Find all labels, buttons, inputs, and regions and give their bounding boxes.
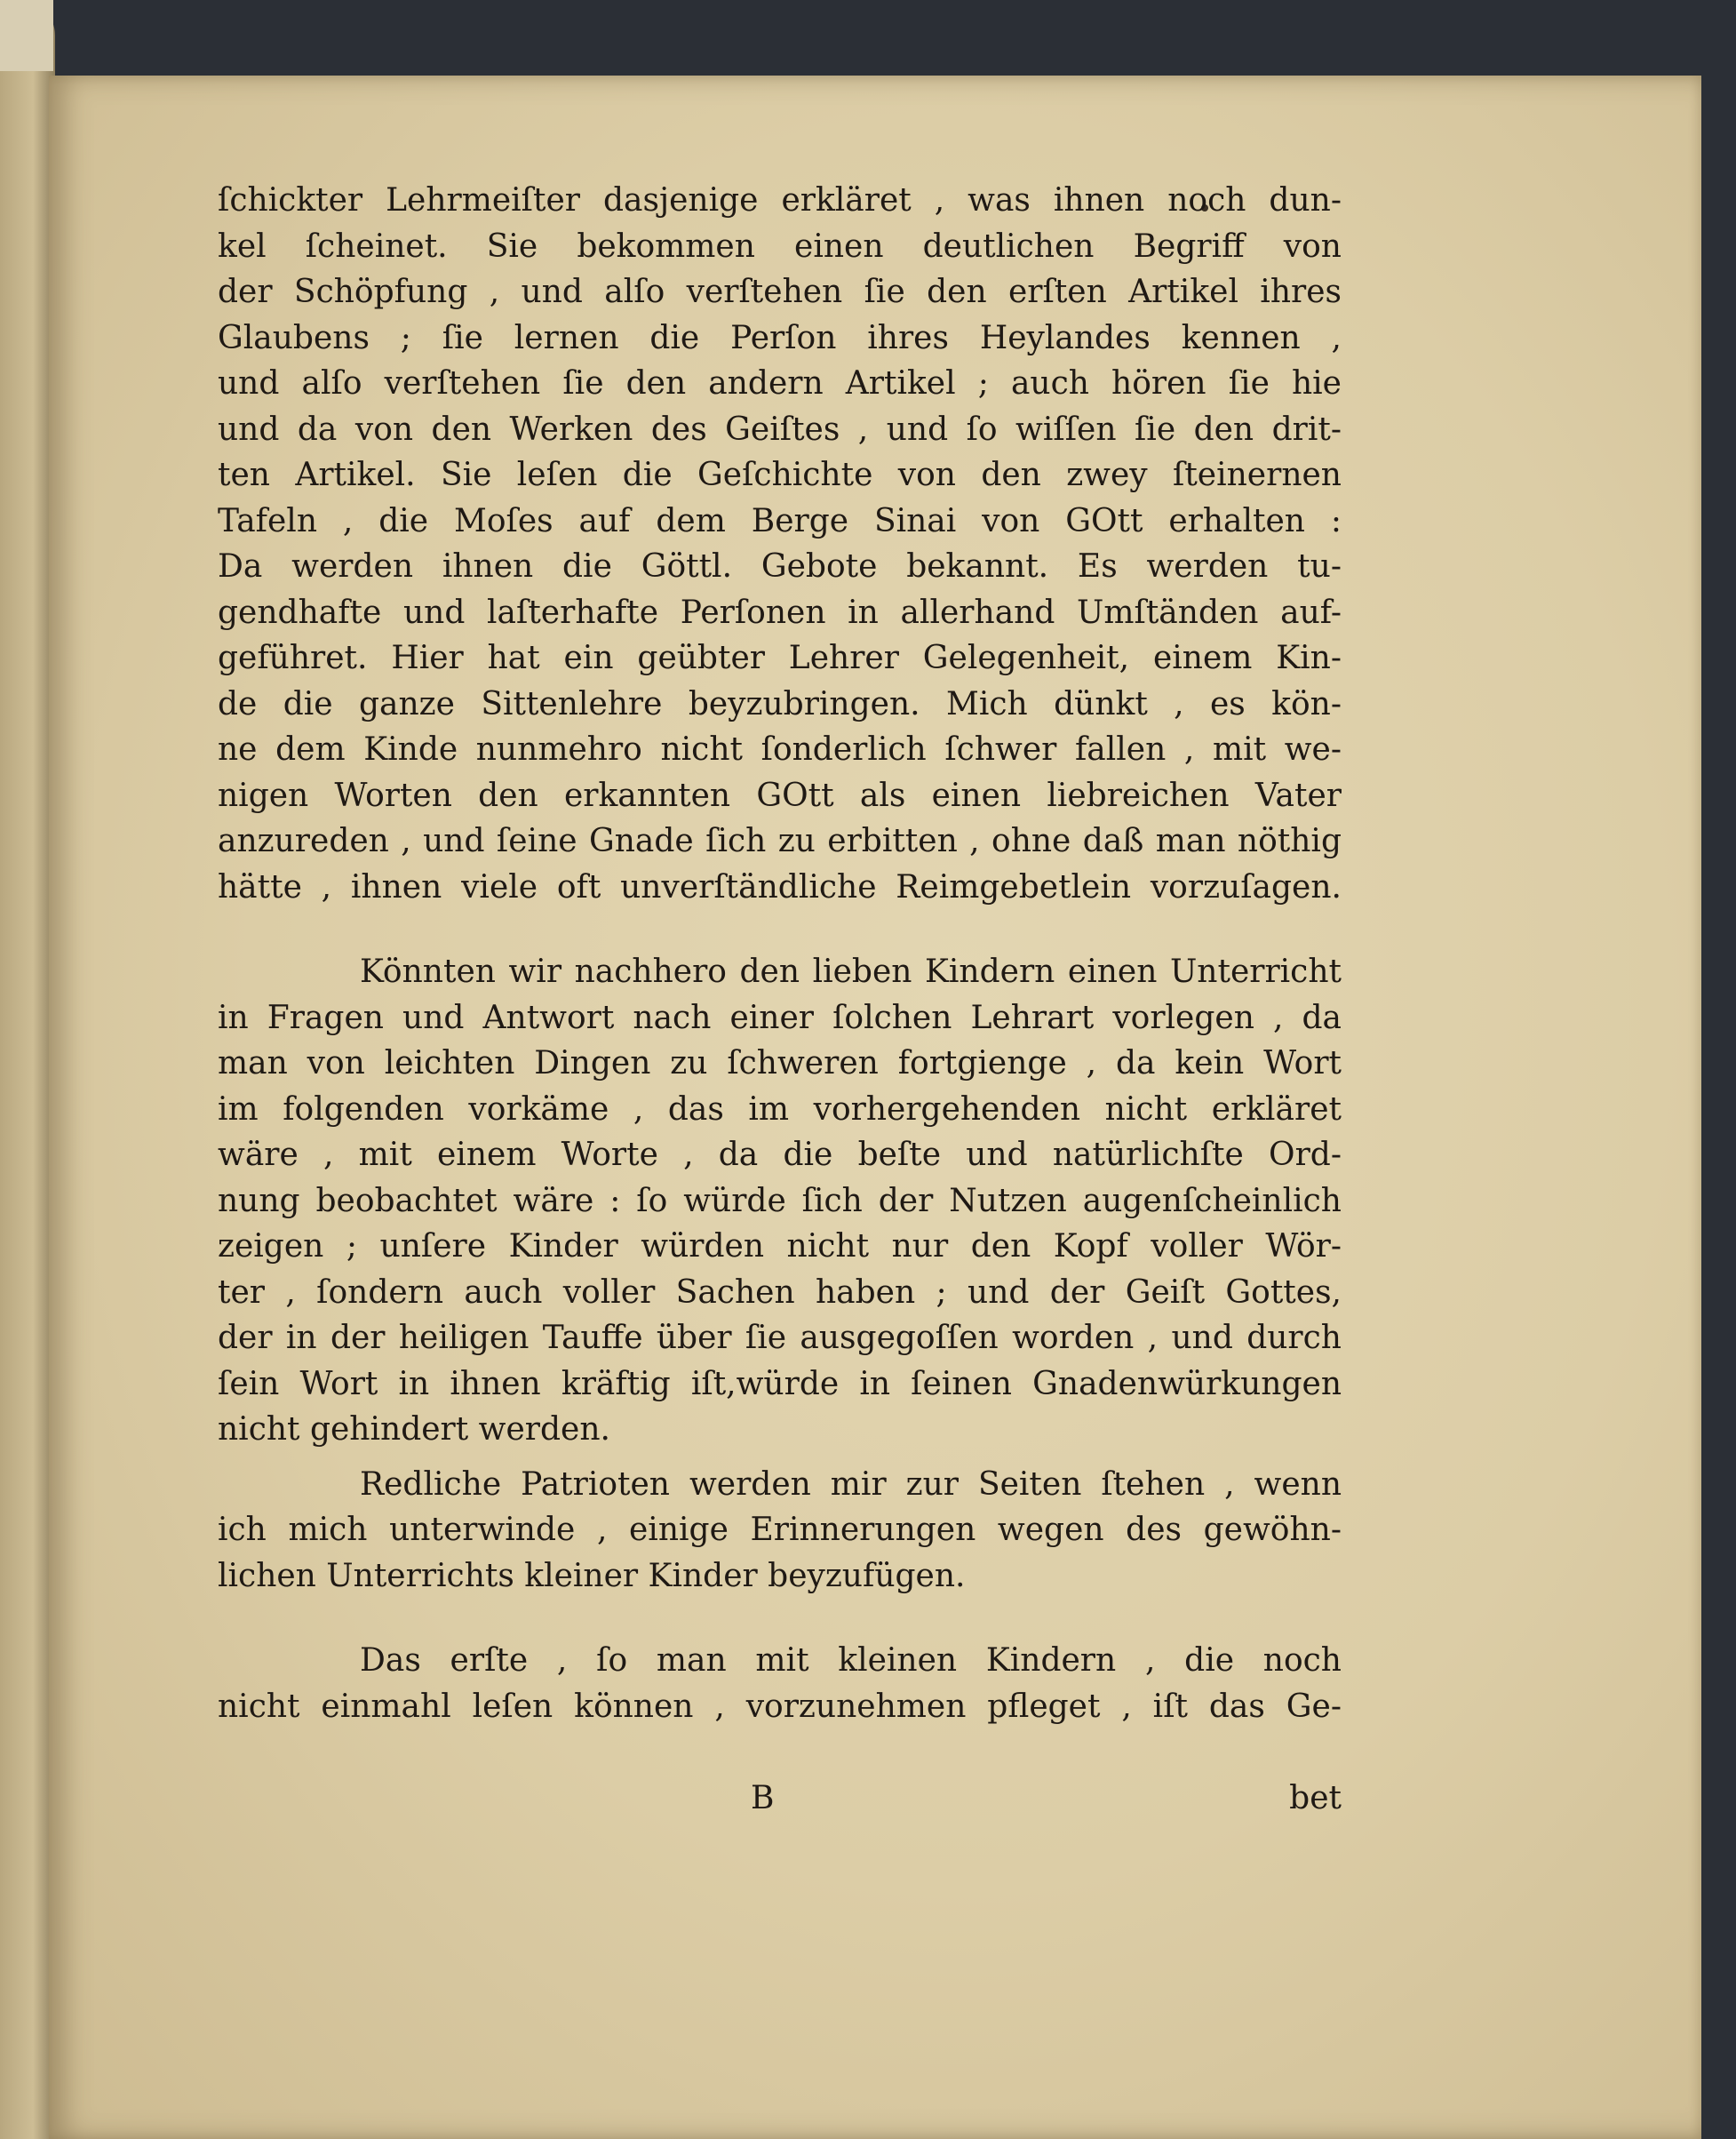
text-line: gendhafte und laſterhafte Perſonen in allerhand Umſtänden auf- [218, 594, 1342, 631]
text-line: nicht einmahl leſen können , vorzunehmen pfleget , iſt das Ge- [218, 1688, 1342, 1725]
text-line: der in der heiligen Tauffe über ſie ausgegoſſen worden , und durch [218, 1320, 1342, 1356]
text-line: und alſo verſtehen ſie den andern Artikel ; auch hören ſie hie [218, 365, 1342, 402]
paragraph-2 [218, 949, 1342, 1453]
text-line: de die ganze Sittenlehre beyzubringen. Mich dünkt , es kön- [218, 685, 1342, 722]
text-line: in Fragen und Antwort nach einer ſolchen Lehrart vorlegen , da [218, 999, 1342, 1036]
signature-mark: B [751, 1780, 775, 1816]
text-line: der Schöpfung , und alſo verſtehen ſie den erſten Artikel ihres [218, 274, 1342, 310]
text-line: geführet. Hier hat ein geübter Lehrer Gelegenheit, einem Kin- [218, 640, 1342, 676]
text-line: ten Artikel. Sie leſen die Geſchichte von den zwey ſteinernen [218, 457, 1342, 493]
text-line: nung beobachtet wäre : ſo würde ſich der Nutzen augenſcheinlich [218, 1182, 1342, 1219]
text-line: wäre , mit einem Worte , da die beſte und natürlichſte Ord- [218, 1137, 1342, 1173]
text-line: Das erſte , ſo man mit kleinen Kindern , die noch [360, 1642, 1342, 1679]
paragraph-1 [218, 178, 1342, 910]
text-line: lichen Unterrichts kleiner Kinder beyzufügen. [218, 1557, 966, 1594]
text-line: und da von den Werken des Geiſtes , und ſo wiſſen ſie den drit- [218, 411, 1342, 448]
paragraph-4 [218, 1638, 1342, 1729]
text-line: Glaubens ; ſie lernen die Perſon ihres Heylandes kennen , [218, 319, 1342, 356]
body-text [218, 178, 1342, 1729]
catchword: bet [1289, 1780, 1342, 1816]
text-line: ich mich unterwinde , einige Erinnerungen wegen des gewöhn- [218, 1512, 1342, 1548]
text-line: Tafeln , die Moſes auf dem Berge Sinai von GOtt erhalten : [218, 502, 1342, 539]
text-line: hätte , ihnen viele oft unverſtändliche Reimgebetlein vorzuſagen. [218, 868, 1342, 906]
paragraph-3 [218, 1462, 1342, 1600]
text-line: ter , ſondern auch voller Sachen haben ; und der Geiſt Gottes, [218, 1273, 1342, 1311]
text-line: Könnten wir nachhero den lieben Kindern einen Unterricht [360, 954, 1342, 990]
text-line: ſein Wort in ihnen kräftig iſt,würde in ſeinen Gnadenwürkungen [218, 1365, 1342, 1402]
text-line: ne dem Kinde nunmehro nicht ſonderlich ſchwer fallen , mit we- [218, 731, 1342, 768]
text-line: Da werden ihnen die Göttl. Gebote bekannt. Es werden tu- [218, 548, 1342, 585]
page-footer [218, 1780, 1342, 1826]
text-line: anzureden , und ſeine Gnade ſich zu erbitten , ohne daß man nöthig [218, 823, 1342, 859]
text-line: nicht gehindert werden. [218, 1411, 610, 1448]
text-line: nigen Worten den erkannten GOtt als einen liebreichen Vater [218, 777, 1342, 814]
text-line: kel ſcheinet. Sie bekommen einen deutlichen Begriff von [218, 227, 1342, 265]
facing-page-corner [0, 0, 53, 71]
text-line: ſchickter Lehrmeiſter dasjenige erkläret , was ihnen noch dun- [218, 182, 1342, 219]
text-line: Redliche Patrioten werden mir zur Seiten ſtehen , wenn [360, 1465, 1342, 1503]
text-line: zeigen ; unſere Kinder würden nicht nur den Kopf voller Wör- [218, 1228, 1342, 1265]
text-line: im folgenden vorkäme , das im vorhergehenden nicht erkläret [218, 1090, 1342, 1128]
facing-page-edge [0, 0, 55, 2139]
text-line: man von leichten Dingen zu ſchweren fortgienge , da kein Wort [218, 1045, 1342, 1081]
